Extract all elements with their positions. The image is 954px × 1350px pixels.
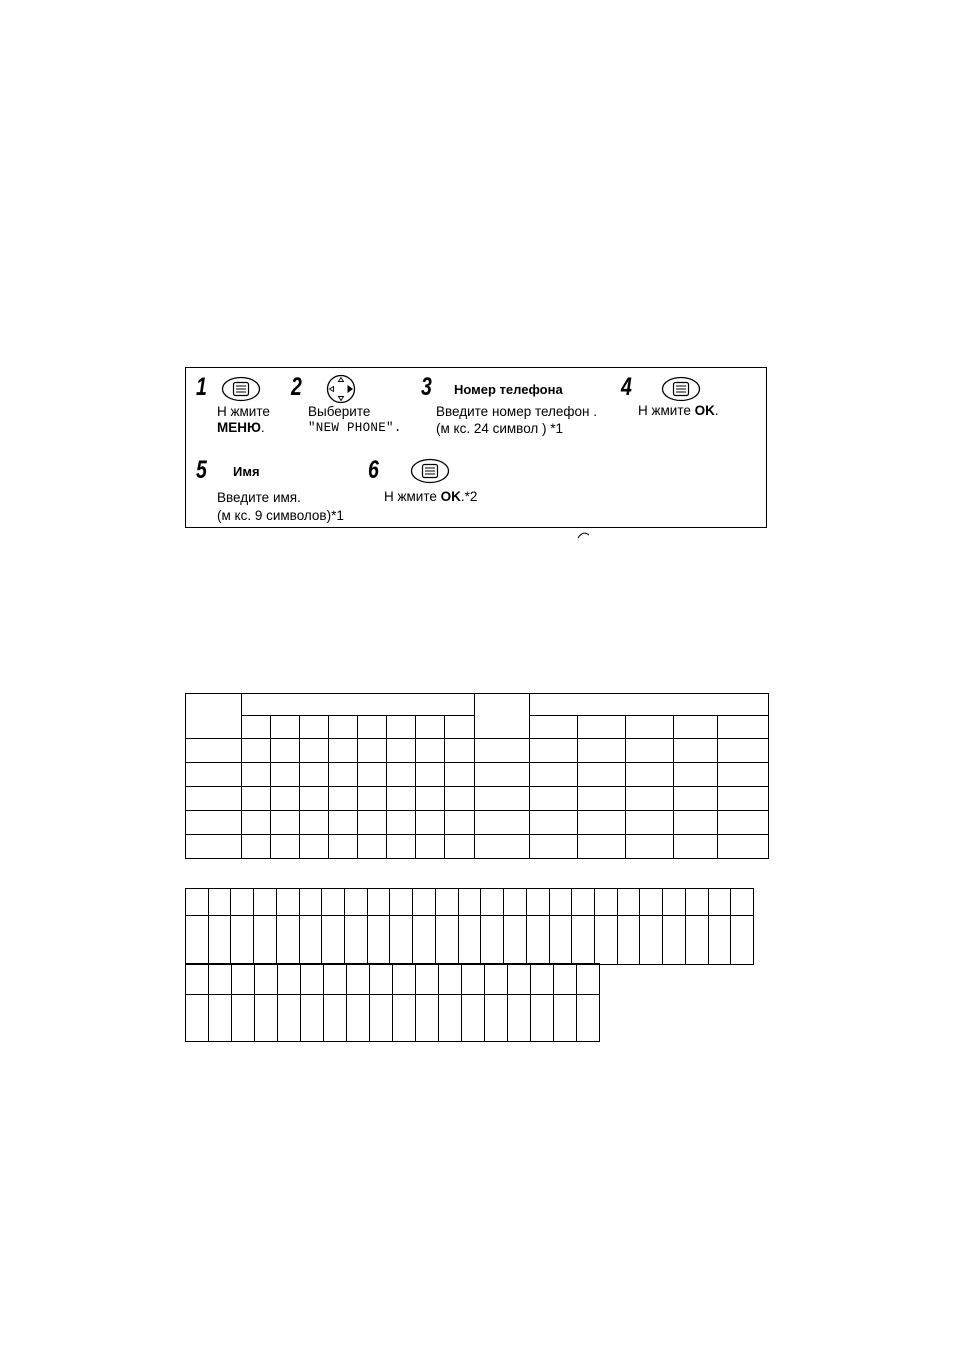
step-6-number: 6 [368,456,379,484]
curve-mark-icon [577,530,591,540]
table-cell [242,694,475,716]
step-2-number: 2 [291,373,302,401]
table-cell [674,716,718,739]
table-cell [530,716,578,739]
step-1-number: 1 [196,373,207,401]
table-row [186,763,769,787]
menu-button-icon [221,376,261,402]
step-4-number: 4 [621,373,632,401]
table-cell [718,716,769,739]
table-row [186,916,754,965]
character-table-2-top [185,888,754,965]
step-5-number: 5 [196,456,207,484]
table-cell [186,694,242,739]
table-row [186,739,769,763]
table-row [186,995,600,1042]
table-cell [271,716,300,739]
step-2-text: Выберите [308,404,371,419]
character-table-1 [185,693,769,859]
table-cell [358,716,387,739]
step-5-heading: Имя [233,464,260,479]
table-row [186,835,769,859]
menu-button-icon [410,458,450,484]
step-3-number: 3 [421,373,432,401]
table-cell [242,716,271,739]
character-table-2-bottom [185,963,600,1042]
step-3-text-2: (м кс. 24 символ ) *1 [436,421,564,436]
table-cell [475,694,530,739]
step-3-heading: Номер телефона [454,382,563,397]
step-4-text: Н жмите OK. [638,403,719,418]
menu-button-icon [661,376,701,402]
table-cell [626,716,674,739]
menu-label: МЕНЮ [217,420,261,435]
table-cell [387,716,416,739]
table-cell [329,716,358,739]
table-row [186,787,769,811]
table-cell [300,716,329,739]
ok-label: OK [694,403,715,418]
ok-label: OK [440,489,461,504]
table-row [186,964,600,995]
table-cell [416,716,445,739]
table-cell [578,716,626,739]
step-1-text: Н жмите [217,404,270,419]
table-row [186,889,754,916]
step-5-text-2: (м кс. 9 символов)*1 [217,508,344,523]
navigation-pad-icon [325,374,357,404]
table-row [186,811,769,835]
step-5-text: Введите имя. [217,490,301,505]
step-2-option: "NEW PHONE". [308,421,402,435]
step-1-text-2: МЕНЮ. [217,420,265,435]
step-6-text: Н жмите OK.*2 [384,489,478,504]
step-3-text: Введите номер телефон . [436,404,598,419]
table-cell [445,716,475,739]
table-cell [530,694,769,716]
